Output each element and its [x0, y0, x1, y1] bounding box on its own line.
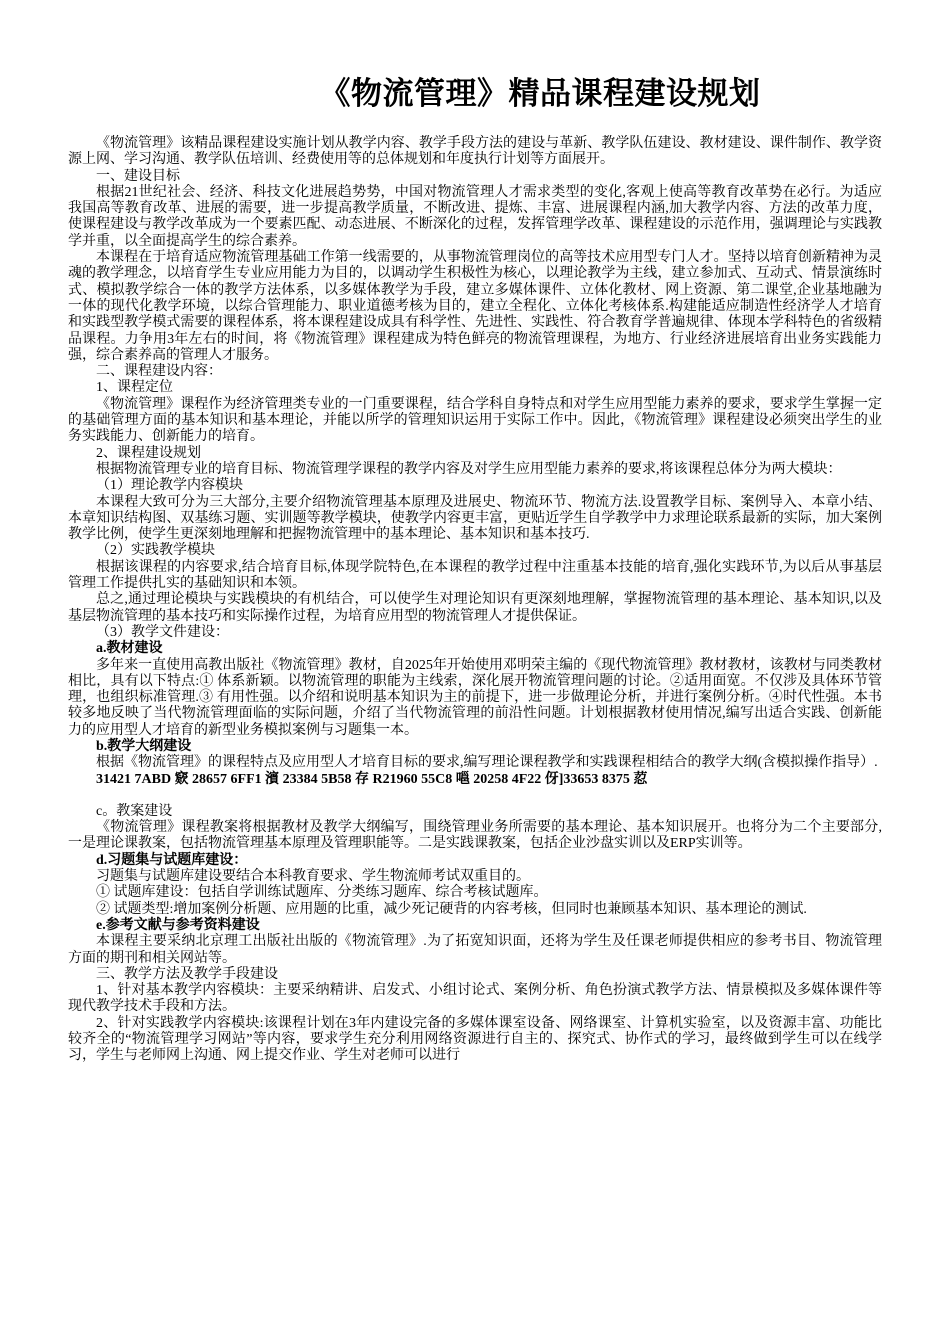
paragraph: （3）教学文件建设：: [96, 624, 229, 640]
paragraph: 本课程大致可分为三大部分,主要介绍物流管理基本原理及进展史、物流环节、物流方法.设置教学目标、案例导入、本章小结、本章知识结构图、双基练习题、实训题等教学模块，使教学内容更丰富，更贴近学生自学教学中力求理论联系最新的实际，加大案例教学比例，使学生更深刻地理解和把握物流管理中的基本理论、基本知识和基本技巧.: [68, 494, 882, 543]
paragraph: c。教案建设: [96, 803, 173, 819]
paragraph: 三、教学方法及教学手段建设: [96, 966, 278, 982]
paragraph: 2、针对实践教学内容模块:该课程计划在3年内建设完备的多媒体课室设备、网络课室、计算机实验室，以及资源丰富、功能比较齐全的“物流管理学习网站”等内容，要求学生充分利用网络资源进行自主的、探究式、协作式的学习，最终做到学生可以在线学习，学生与老师网上沟通、网上提交作业、学生对老师可以进行: [68, 1015, 882, 1064]
paragraph: 总之,通过理论模块与实践模块的有机结合，可以使学生对理论知识有更深刻地理解，掌握物流管理的基本理论、基本知识,以及基层物流管理的基本技巧和实际操作过程，为培育应用型的物流管理人才提供保证。: [68, 592, 882, 624]
paragraph: （2）实践教学模块: [96, 543, 215, 559]
paragraph: 根据物流管理专业的培育目标、物流管理学课程的教学内容及对学生应用型能力素养的要求,将该课程总体分为两大模块：: [96, 461, 842, 477]
paragraph: 二、课程建设内容：: [96, 364, 222, 380]
paragraph: 习题集与试题库建设要结合本科教育要求、学生物流师考试双重目的。: [96, 869, 530, 885]
paragraph: 1、针对基本教学内容模块：主要采纳精讲、启发式、小组讨论式、案例分析、角色扮演式教学方法、情景模拟及多媒体课件等现代教学技术手段和方法。: [68, 983, 882, 1015]
paragraph: 31421 7ABD 窽 28657 6FF1 濱 23384 5B58 存 R21960 55C8 嗈 20258 4F22 伢]33653 8375 荵: [96, 771, 648, 787]
paragraph: 根据该课程的内容要求,结合培育目标,体现学院特色,在本课程的教学过程中注重基本技能的培育,强化实践环节,为以后从事基层管理工作提供扎实的基础知识和本领。: [68, 559, 882, 592]
paragraph: 《物流管理》课程教案将根据教材及教学大纲编写，围绕管理业务所需要的基本理论、基本知识展开。也将分为二个主要部分,一是理论课教案，包括物流管理基本原理及管理职能等。二是实践课教案，包括企业沙盘实训以及ERP实训等。: [68, 820, 882, 852]
paragraph: e.参考文献与参考资料建设: [96, 917, 260, 933]
paragraph: b.教学大纲建设: [96, 738, 192, 754]
paragraph: 1、课程定位: [96, 380, 173, 396]
paragraph: （1）理论教学内容模块: [96, 478, 243, 494]
paragraph: 多年来一直使用高教出版社《物流管理》教材，自2025年开始使用邓明荣主编的《现代物流管理》教材教材，该教材与同类教材相比，具有以下特点:① 体系新颖。以物流管理的职能为主线索，深化展开物流管理问题的讨论。②适用面宽。不仅涉及具体环节管理，也组织标准管理.③ 有用性强。以介绍和说明基本知识为主的前提下，进一步做理论分析，并进行案例分析。④时代性强。本书较多地反映了当代物流管理面临的实际问题，介绍了当代物流管理的前沿性问题。计划根据教材使用情况,编写出适合实践、创新能力的应用型人才培育的新型业务模拟案例与习题集一本。: [68, 657, 882, 738]
paragraph: a.教材建设: [96, 641, 163, 657]
spacer: [68, 788, 882, 804]
paragraph: 本课程主要采纳北京理工出版社出版的《物流管理》.为了拓宽知识面，还将为学生及任课老师提供相应的参考书目、物流管理方面的期刊和相关网站等。: [68, 934, 882, 966]
paragraph: ② 试题类型:增加案例分析题、应用题的比重，减少死记硬背的内容考核，但同时也兼顾基本知识、基本理论的测试.: [96, 901, 807, 917]
paragraph: d.习题集与试题库建设：: [96, 852, 248, 868]
paragraph: 《物流管理》课程作为经济管理类专业的一门重要课程，结合学科自身特点和对学生应用型能力素养的要求，要求学生掌握一定的基础管理方面的基本知识和基本理论，并能以所学的管理知识运用于实际工作中。因此，《物流管理》课程建设必须突出学生的业务实践能力、创新能力的培育。: [68, 396, 882, 445]
paragraph: 一、建设目标: [96, 168, 180, 184]
paragraph: 《物流管理》该精品课程建设实施计划从教学内容、教学手段方法的建设与革新、教学队伍建设、教材建设、课件制作、教学资源上网、学习沟通、教学队伍培训、经费使用等的总体规划和年度执行计划等方面展开。: [68, 136, 882, 168]
document-page: [68, 66, 882, 1065]
document-body: [68, 136, 882, 1065]
paragraph: 本课程在于培育适应物流管理基础工作第一线需要的，从事物流管理岗位的高等技术应用型专门人才。坚持以培育创新精神为灵魂的教学理念，以培育学生专业应用能力为目的，以调动学生积极性为核心，以理论教学为主线，建立参加式、互动式、情景演练时式、模拟教学综合一体的教学方法体系，以多媒体教学为手段，建立多媒体课件、立体化教材、网上资源、第二课堂,企业基地融为一体的现代化教学环境，以综合管理能力、职业道德考核为目的，建立全程化、立体化考核体系.构建能适应制造性经济学人才培育和实践型教学模式需要的课程体系，将本课程建设成具有科学性、先进性、实践性、符合教育学普遍规律、体现本学科特色的省级精品课程。力争用3年左右的时间，将《物流管理》课程建成为特色鲜亮的物流管理课程，为地方、行业经济进展培育出业务实践能力强，综合素养高的管理人才服务。: [68, 250, 882, 363]
paragraph: 根据《物流管理》的课程特点及应用型人才培育目标的要求,编写理论课程教学和实践课程相结合的教学大纲(含模拟操作指导）.: [96, 755, 878, 771]
paragraph: 2、课程建设规划: [96, 445, 201, 461]
paragraph: ① 试题库建设：包括自学训练试题库、分类练习题库、综合考核试题库。: [96, 885, 548, 901]
document-title: 《物流管理》精品课程建设规划: [319, 76, 761, 111]
paragraph: 根据21世纪社会、经济、科技文化进展趋势势，中国对物流管理人才需求类型的变化,客观上使高等教育改革势在必行。为适应我国高等教育改革、进展的需要，进一步提高教学质量，不断改进、提炼、丰富、进展课程内涵,加大教学内容、方法的改革力度，使课程建设与教学改革成为一个要素匹配、动态进展、不断深化的过程，发挥管理学改革、课程建设的示范作用，强调理论与实践教学并重，以全面提高学生的综合素养。: [68, 184, 882, 249]
